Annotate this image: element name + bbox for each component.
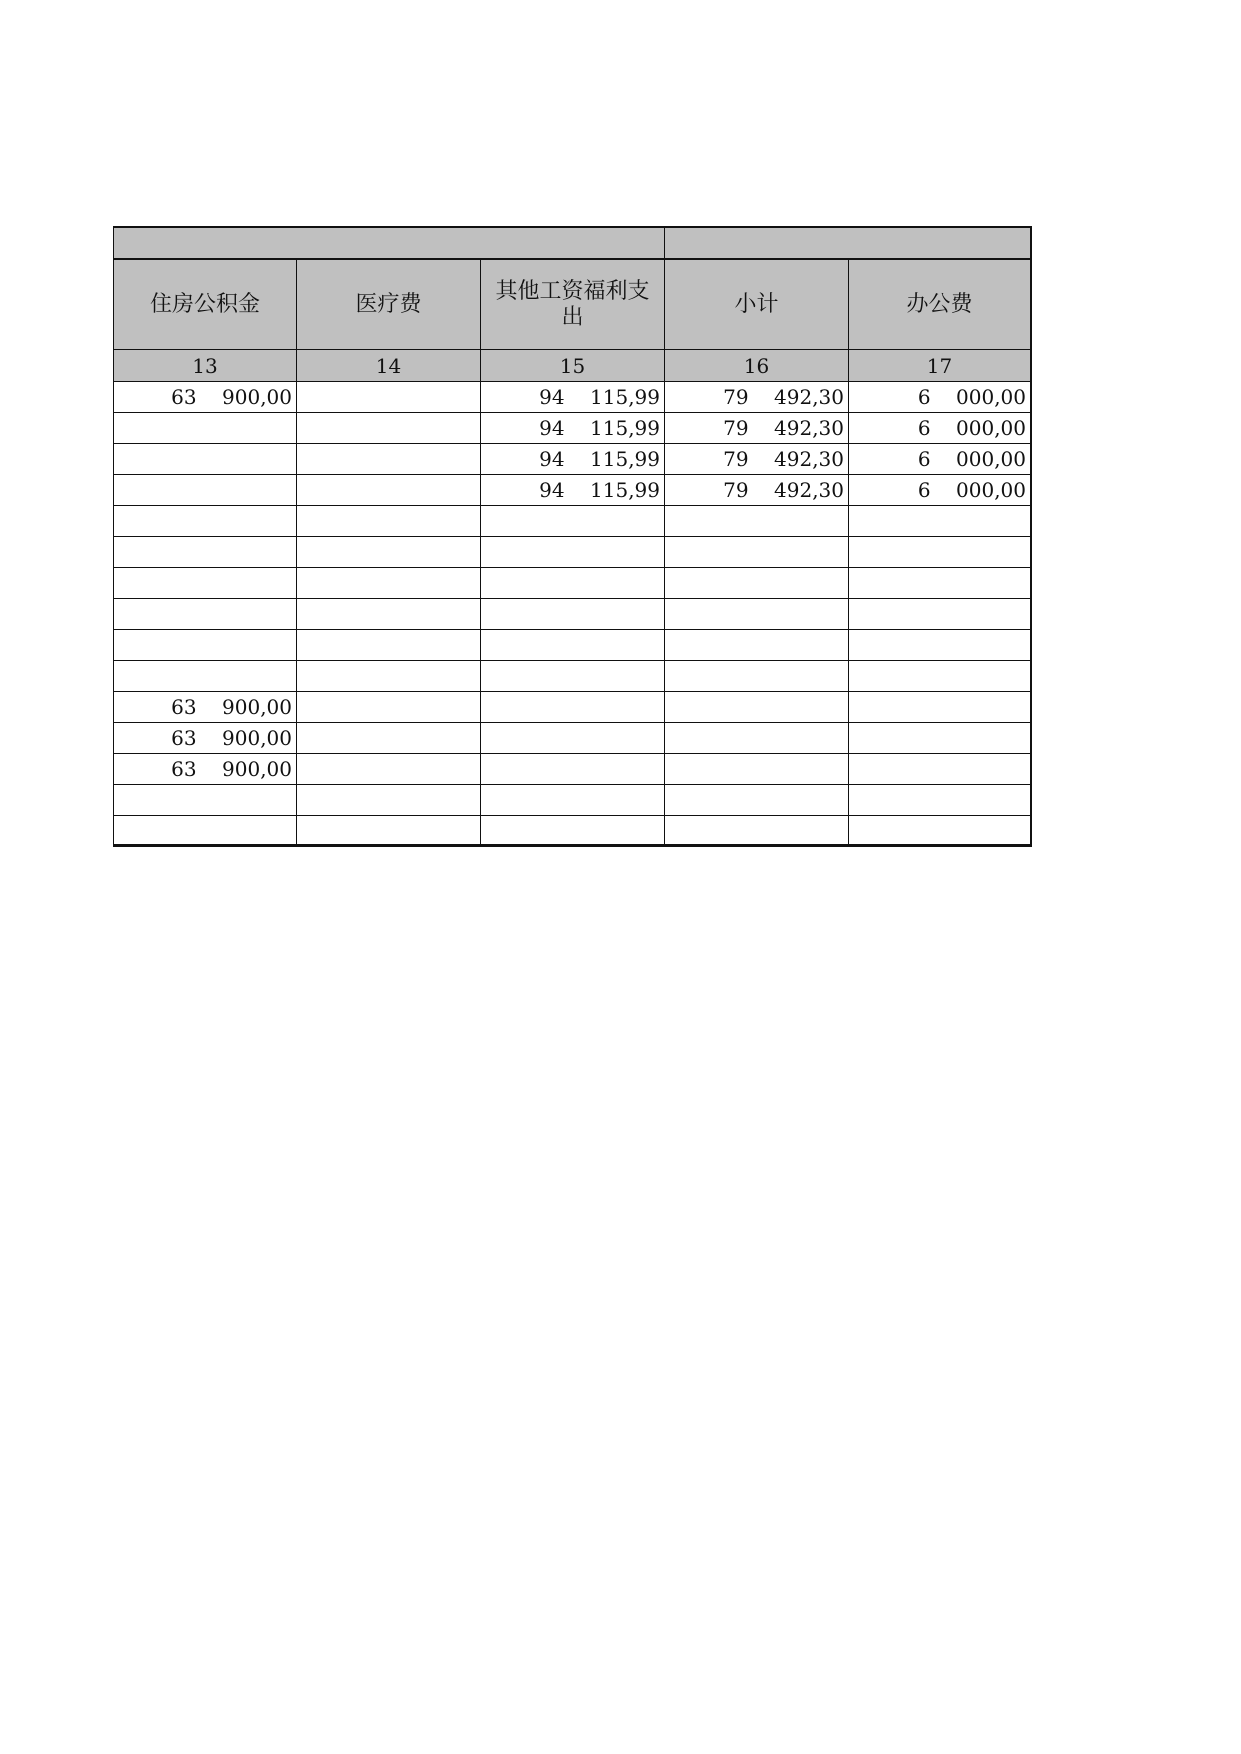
table-cell: 79 492,30 — [664, 382, 848, 413]
table-cell — [296, 506, 480, 537]
table-row — [113, 506, 1032, 537]
table-cell — [480, 630, 664, 661]
table-cell: 6 000,00 — [848, 382, 1032, 413]
table-row — [113, 599, 1032, 630]
column-number: 17 — [848, 350, 1032, 382]
table-cell: 94 115,99 — [480, 475, 664, 506]
table-cell — [296, 475, 480, 506]
table-cell — [848, 723, 1032, 754]
column-number: 16 — [664, 350, 848, 382]
table-cell — [848, 816, 1032, 847]
table-cell — [296, 630, 480, 661]
table-cell — [664, 599, 848, 630]
table-row — [113, 692, 1032, 723]
table-cell — [480, 723, 664, 754]
table-cell — [664, 537, 848, 568]
header-office-expense: 办公费 — [848, 258, 1032, 350]
table-cell — [848, 661, 1032, 692]
table-cell — [296, 754, 480, 785]
table-body — [113, 382, 1032, 847]
table-cell — [848, 568, 1032, 599]
table-cell — [113, 413, 296, 444]
table-cell — [296, 413, 480, 444]
table-cell — [296, 661, 480, 692]
table-row — [113, 444, 1032, 475]
table-cell — [113, 599, 296, 630]
table-cell — [848, 630, 1032, 661]
table-cell: 6 000,00 — [848, 444, 1032, 475]
table-cell — [664, 630, 848, 661]
table-cell — [664, 785, 848, 816]
table-cell: 63 900,00 — [113, 723, 296, 754]
header-housing-fund: 住房公积金 — [113, 258, 296, 350]
column-header-row — [113, 258, 1032, 350]
header-subtotal: 小计 — [664, 258, 848, 350]
table-cell — [664, 568, 848, 599]
table-cell — [480, 661, 664, 692]
group-header-row — [113, 226, 1032, 258]
table-cell — [480, 506, 664, 537]
table-cell: 63 900,00 — [113, 382, 296, 413]
column-number: 14 — [296, 350, 480, 382]
column-number: 15 — [480, 350, 664, 382]
table-row — [113, 630, 1032, 661]
table-cell — [113, 475, 296, 506]
header-other-welfare: 其他工资福利支出 — [480, 258, 664, 350]
header-medical: 医疗费 — [296, 258, 480, 350]
table-cell — [113, 630, 296, 661]
table-cell — [480, 568, 664, 599]
table-cell — [296, 444, 480, 475]
group-header-goods — [664, 226, 1032, 258]
table-cell — [113, 816, 296, 847]
table-cell — [664, 661, 848, 692]
table-cell — [113, 506, 296, 537]
table-cell — [480, 692, 664, 723]
table-cell — [848, 506, 1032, 537]
table-cell — [664, 692, 848, 723]
table-cell — [848, 692, 1032, 723]
table-cell — [848, 785, 1032, 816]
table-cell — [296, 816, 480, 847]
table-cell — [113, 661, 296, 692]
table-cell — [848, 537, 1032, 568]
budget-table — [113, 226, 1032, 847]
table-cell: 94 115,99 — [480, 413, 664, 444]
table-row — [113, 754, 1032, 785]
table-cell — [480, 599, 664, 630]
table-cell — [296, 692, 480, 723]
table-cell — [113, 537, 296, 568]
group-header-wages — [113, 226, 664, 258]
table-row — [113, 382, 1032, 413]
table-cell — [296, 568, 480, 599]
table-row — [113, 816, 1032, 847]
table-cell — [664, 506, 848, 537]
table-cell — [848, 754, 1032, 785]
table-row — [113, 568, 1032, 599]
table-cell: 63 900,00 — [113, 692, 296, 723]
column-number: 13 — [113, 350, 296, 382]
table-cell — [296, 382, 480, 413]
table-cell: 79 492,30 — [664, 475, 848, 506]
table-cell: 63 900,00 — [113, 754, 296, 785]
table-cell — [480, 785, 664, 816]
table-cell — [296, 537, 480, 568]
table-cell — [480, 537, 664, 568]
table-cell — [296, 599, 480, 630]
table-row — [113, 537, 1032, 568]
table-cell — [664, 816, 848, 847]
table-cell — [113, 785, 296, 816]
table-row — [113, 475, 1032, 506]
table-cell: 79 492,30 — [664, 413, 848, 444]
table-row — [113, 413, 1032, 444]
table-cell: 94 115,99 — [480, 382, 664, 413]
table-cell — [113, 444, 296, 475]
table-cell — [664, 754, 848, 785]
table-cell: 94 115,99 — [480, 444, 664, 475]
table-cell: 6 000,00 — [848, 413, 1032, 444]
table-row — [113, 723, 1032, 754]
table-row — [113, 661, 1032, 692]
table-cell: 79 492,30 — [664, 444, 848, 475]
table-cell — [296, 785, 480, 816]
column-number-row — [113, 350, 1032, 382]
table-cell — [480, 754, 664, 785]
table-cell: 6 000,00 — [848, 475, 1032, 506]
table-cell — [848, 599, 1032, 630]
table-cell — [113, 568, 296, 599]
table-cell — [480, 816, 664, 847]
table-row — [113, 785, 1032, 816]
table-cell — [296, 723, 480, 754]
table-cell — [664, 723, 848, 754]
